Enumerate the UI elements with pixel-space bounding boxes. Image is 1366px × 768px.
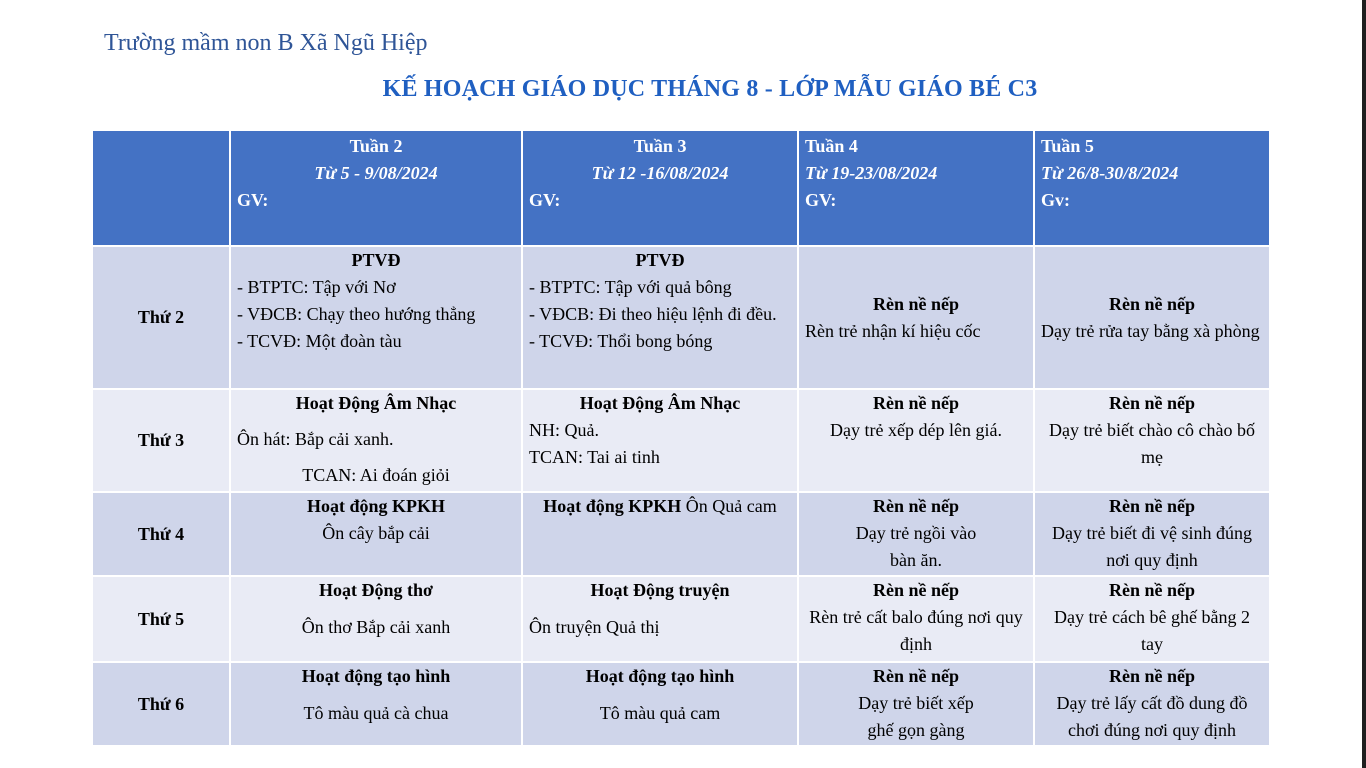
week-teacher: GV: — [529, 190, 561, 210]
activity-line: Dạy trẻ rửa tay bằng xà phòng — [1041, 320, 1260, 341]
activity-line: Dạy trẻ xếp dép lên giá. — [830, 420, 1002, 440]
activity-line: - VĐCB: Đi theo hiệu lệnh đi đều. — [529, 304, 777, 324]
activity-cell — [1034, 662, 1270, 746]
activity-line: TCAN: Tai ai tinh — [529, 447, 660, 467]
activity-line: Ôn thơ Bắp cải xanh — [301, 617, 451, 637]
week-label: Tuần 3 — [633, 136, 687, 156]
weekly-plan-table — [91, 129, 1271, 747]
activity-title: Hoạt động tạo hình — [301, 666, 451, 686]
header-week-5 — [1034, 130, 1270, 246]
activity-cell — [522, 389, 798, 492]
activity-title: Rèn nề nếp — [1108, 496, 1195, 516]
header-week-3 — [522, 130, 798, 246]
week-dates: Từ 12 -16/08/2024 — [591, 163, 729, 183]
slide-edge-bar — [1362, 0, 1366, 768]
header-corner-cell — [92, 130, 230, 246]
activity-title: Hoạt Động truyện — [590, 580, 730, 600]
activity-line: Rèn trẻ nhận kí hiệu cốc — [805, 320, 981, 341]
header-week-2 — [230, 130, 522, 246]
table-row — [92, 389, 1270, 492]
day-label: Thứ 6 — [92, 662, 230, 746]
activity-cell — [230, 492, 522, 576]
activity-line: - TCVĐ: Thổi bong bóng — [529, 331, 713, 351]
activity-title: Hoạt Động thơ — [319, 580, 433, 600]
day-label: Thứ 5 — [92, 576, 230, 662]
activity-cell — [522, 492, 798, 576]
activity-line: Ôn truyện Quả thị — [529, 617, 660, 637]
activity-title: PTVĐ — [635, 250, 685, 270]
activity-title: Rèn nề nếp — [872, 393, 959, 413]
activity-line: Tô màu quả cam — [599, 703, 721, 723]
activity-cell — [798, 662, 1034, 746]
activity-title: Rèn nề nếp — [1108, 293, 1195, 314]
plan-title: KẾ HOẠCH GIÁO DỤC THÁNG 8 - LỚP MẪU GIÁO BÉ C3 — [382, 76, 1038, 102]
activity-line: Dạy trẻ ngồi vào — [855, 523, 977, 543]
activity-cell — [798, 389, 1034, 492]
activity-cell — [522, 246, 798, 389]
week-label: Tuần 4 — [805, 136, 858, 156]
table-row — [92, 662, 1270, 746]
activity-line: TCAN: Ai đoán giỏi — [302, 465, 450, 485]
activity-title: PTVĐ — [351, 250, 401, 270]
week-dates: Từ 5 - 9/08/2024 — [314, 163, 438, 183]
activity-title: Rèn nề nếp — [1108, 580, 1195, 600]
table-row — [92, 576, 1270, 662]
activity-line: Dạy trẻ biết xếp — [858, 693, 974, 713]
activity-cell — [1034, 389, 1270, 492]
school-name: Trường mầm non B Xã Ngũ Hiệp — [104, 30, 428, 56]
activity-line: Ôn cây bắp cải — [322, 523, 430, 543]
week-dates: Từ 19-23/08/2024 — [805, 163, 938, 183]
activity-cell — [522, 576, 798, 662]
table-row — [92, 246, 1270, 389]
activity-line: - VĐCB: Chạy theo hướng thẳng — [237, 304, 476, 324]
activity-line: - BTPTC: Tập với quả bông — [529, 277, 732, 297]
day-label: Thứ 4 — [92, 492, 230, 576]
activity-line: Dạy trẻ biết chào cô chào bố mẹ — [1049, 420, 1255, 467]
activity-cell — [798, 492, 1034, 576]
activity-cell — [798, 246, 1034, 389]
activity-line: NH: Quả. — [529, 420, 599, 440]
activity-line: Dạy trẻ lấy cất đồ dung đồ chơi đúng nơi quy định — [1056, 693, 1248, 740]
week-dates: Từ 26/8-30/8/2024 — [1041, 163, 1179, 183]
activity-title: Rèn nề nếp — [872, 496, 959, 516]
activity-cell — [230, 576, 522, 662]
activity-cell — [522, 662, 798, 746]
day-label: Thứ 2 — [92, 246, 230, 389]
activity-line: - TCVĐ: Một đoàn tàu — [237, 331, 402, 351]
activity-title: Rèn nề nếp — [1108, 666, 1195, 686]
activity-title: Hoạt động tạo hình — [585, 666, 735, 686]
week-label: Tuần 2 — [349, 136, 403, 156]
activity-title: Hoạt Động Âm Nhạc — [579, 393, 741, 413]
activity-cell — [230, 389, 522, 492]
activity-title: Rèn nề nếp — [872, 580, 959, 600]
week-teacher: GV: — [805, 190, 837, 210]
activity-cell — [230, 246, 522, 389]
activity-cell — [798, 576, 1034, 662]
activity-line: - BTPTC: Tập với Nơ — [237, 277, 396, 297]
week-teacher: Gv: — [1041, 190, 1070, 210]
activity-line: bàn ăn. — [890, 550, 942, 570]
activity-cell — [1034, 576, 1270, 662]
activity-title: Hoạt động KPKH — [543, 496, 682, 516]
activity-title: Hoạt động KPKH — [306, 496, 445, 516]
activity-title: Rèn nề nếp — [872, 293, 959, 314]
header-week-4 — [798, 130, 1034, 246]
activity-line: Dạy trẻ cách bê ghế bằng 2 tay — [1054, 607, 1250, 654]
activity-cell — [1034, 492, 1270, 576]
activity-line: Tô màu quả cà chua — [303, 703, 449, 723]
activity-cell — [230, 662, 522, 746]
activity-title: Rèn nề nếp — [872, 666, 959, 686]
week-teacher: GV: — [237, 190, 269, 210]
activity-line: ghế gọn gàng — [867, 720, 965, 740]
activity-line: Rèn trẻ cất balo đúng nơi quy định — [809, 607, 1023, 654]
activity-title: Rèn nề nếp — [1108, 393, 1195, 413]
table-row — [92, 492, 1270, 576]
header-row — [92, 130, 1270, 246]
activity-line: Ôn hát: Bắp cải xanh. — [237, 429, 394, 449]
activity-cell — [1034, 246, 1270, 389]
activity-inline-text: Ôn Quả cam — [681, 496, 777, 516]
day-label: Thứ 3 — [92, 389, 230, 492]
activity-title: Hoạt Động Âm Nhạc — [295, 393, 457, 413]
activity-line: Dạy trẻ biết đi vệ sinh đúng nơi quy định — [1052, 523, 1252, 570]
week-label: Tuần 5 — [1041, 136, 1094, 156]
